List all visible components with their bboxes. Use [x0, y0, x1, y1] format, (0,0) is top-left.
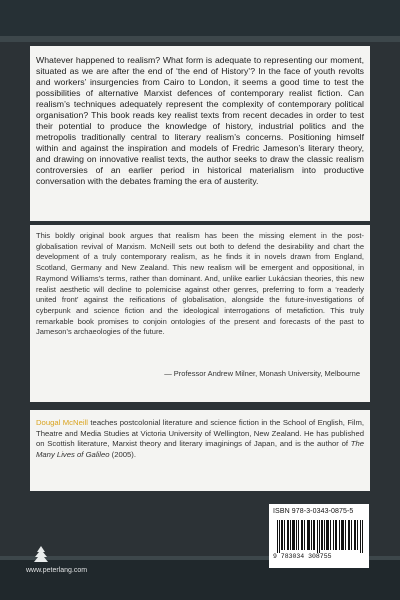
- bio-text: teaches postcolonial literature and science fiction in the School of English, Film, Theatre and Media Studies at Victoria University of Wellington, New Zealand. He has published on Scottish literature, Marxist theory and literary imaginings of Japan, and is the author of: [36, 418, 364, 449]
- review-text: This boldly original book argues that realism has been the missing element in the post-globalisation revival of Marxism. McNeill sets out both to defend the desirability and chart the development of a truly contemporary realism, as he finds it in novels drawn from England, Scotland, Germany and New Zealand. This new realism will be emergent and oppositional, in Raymond Williams’s terms, rather than dominant. And, unlike earlier Lukácsian theories, this new realist aesthetic will decline to polemicise against other genres, preferring to form a ‘readerly united front’ against the reifications of globalisation, alongside the future-investigations of cyberpunk and science fiction and the ideological interrogations of metafiction. This truly remarkable book promises to conjoin ontologies of the present and forecasts of the past to Jameson’s archaeologies of the future.: [36, 231, 364, 337]
- top-stripe: [0, 36, 400, 42]
- top-band: [0, 0, 400, 40]
- author-bio: [36, 418, 364, 460]
- publisher-logo: [32, 545, 50, 563]
- barcode-digits: 9 783034 308755: [273, 553, 332, 560]
- book-title: The Many Lives of Galileo: [36, 439, 364, 459]
- isbn-label: ISBN 978-3-0343-0875-5: [273, 508, 354, 515]
- blurb-text: Whatever happened to realism? What form is adequate to representing our moment, situated as we are after the end of ‘the end of History’? In the face of youth revolts and workers’ insurgencies from Cairo to London, it seems a good time to test the possibilities of alternative Marxist defences of contemporary realist fiction. Can realism’s techniques adequately represent the complexity of contemporary political organisation? This book reads key realist texts from recent decades in order to test their potential to produce the knowledge of history, industrial politics and the metropolis traditionally central to literary realism’s concerns. Positioning himself within and against the inspiration and models of Fredric Jameson’s literary theory, and drawing on innovative realist texts, the author seeks to draw the classic realism controversies of an earlier period in historical materialism into productive conversation with the debates framing the era of austerity.: [36, 55, 364, 186]
- publisher-url[interactable]: www.peterlang.com: [26, 567, 88, 574]
- author-name: Dougal McNeill: [36, 418, 88, 427]
- book-year: (2005).: [109, 449, 136, 459]
- barcode: [277, 520, 363, 553]
- review-attribution: — Professor Andrew Milner, Monash University, Melbourne: [164, 369, 360, 378]
